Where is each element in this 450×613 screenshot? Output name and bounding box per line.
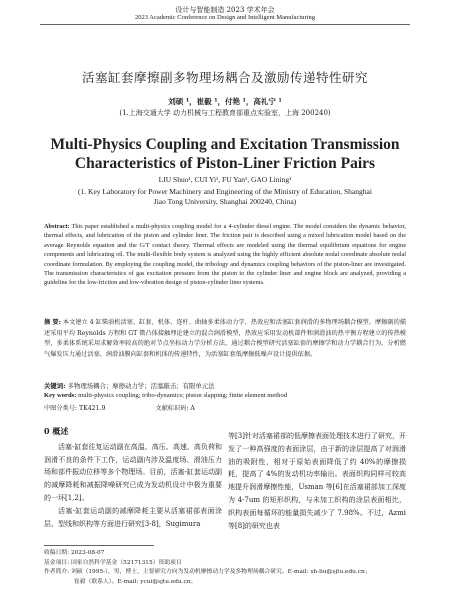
- title-en-line2: Characteristics of Piston-Liner Friction Pairs: [74, 155, 376, 172]
- title-en-line1: Multi-Physics Coupling and Excitation Transmission: [50, 136, 400, 153]
- footnotes: [44, 549, 414, 587]
- body-column-right: [228, 430, 406, 532]
- keywords-cn: [44, 381, 406, 390]
- abstract-cn-label: 摘 要:: [44, 319, 61, 326]
- keywords-cn-text: 多物理场耦合；摩擦动力学；活塞敲击；有限单元法: [67, 382, 215, 390]
- footnote-received: 收稿日期: 2023-08-07: [44, 550, 105, 556]
- affiliation-en-line2: Jiao Tong University, Shanghai 200240, China): [153, 197, 297, 206]
- title-cn: 活塞缸套摩擦副多物理场耦合及激励传递特性研究: [81, 70, 368, 85]
- keywords-cn-label: 关键词:: [44, 382, 66, 390]
- affiliation-cn: (1.上海交通大学 动力机械与工程教育部重点实验室，上海 200240): [119, 109, 331, 117]
- header-rule: [40, 24, 410, 25]
- classification: [44, 403, 406, 412]
- authors-cn: 刘硕 ¹，崔毅 ¹，付艳 ¹，高礼宁 ¹: [168, 97, 282, 106]
- title-en: [0, 135, 450, 173]
- footnote-author: 作者简介: 刘硕（1995-），男，博士，主要研究方向为发动机摩擦动力学及多物理场耦合研究。E-mail: sh-liu@sjtu.edu.cn；: [44, 569, 371, 576]
- abstract-en-text: This paper established a multi-physics coupling model for a 4-cylinder diesel engine. The model considers the dynamic behavior, thermal effects, and lubrication of the piston and cylinder liner. The friction pair is described using a mixed lubrication model based on the average Reynolds equation and the G/T contact theory. Thermal effects are modeled using the thermal equilibrium equations for engine components and lubricating oil. The multi-flexible body system is analyzed using the highly efficient absolute nodal coordinate absolute nodal coordinate formulation. By employing the coupling model, the tribology and dynamics coupling behaviors of the piston-liner are investigated. The transmission characteristics of gas excitation pressure from the piston to the cylinder liner and engine block are analyzed, providing a guideline for the low-friction and low-vibration design of piston-cylinder liner systems.: [44, 223, 406, 287]
- keywords-en-text: multi-physics coupling; tribo-dynamics; piston slapping; finite element method: [78, 392, 288, 399]
- body-paragraph: 活塞-缸套运动副的减摩降耗主要从活塞裙部表面涂层、型线和织构等方面进行研究[3-8]，Sugimura: [44, 506, 222, 528]
- running-header-en: 2023 Academic Conference on Design and Intelligent Manufacturing: [135, 14, 315, 21]
- footnote-rule: [44, 545, 154, 546]
- running-header-cn: 设计与智能制造 2023 学术年会: [175, 6, 275, 14]
- clc-number: 中图分类号: TK421.9: [44, 405, 106, 412]
- body-paragraph: 活塞-缸套往复运动副在高温、高压、高速、高负荷和润滑不良的条件下工作，运动副内涉及温度场、滑油压力场和部件振动位移等多个物理场。目前，活塞-缸套运动副的减摩降耗和减振降噪研究已成为发动机设计中极为重要的一环[1,2]。: [44, 442, 222, 502]
- authors-en: LIU Shuo¹, CUI Yi¹, FU Yan¹, GAO Lining¹: [158, 175, 292, 184]
- abstract-en-label: Abstract:: [44, 223, 70, 230]
- footnote-funding: 基金项目: 国家自然科学基金（52171315）资助项目: [44, 559, 182, 566]
- abstract-en: [44, 222, 406, 288]
- footnote-corresponding: 崔毅（联系人）。E-mail: ycui@sjtu.edu.cn。: [74, 578, 197, 585]
- keywords-en-label: Key words:: [44, 392, 77, 399]
- body-paragraph: 等[3]针对活塞裙部的低摩擦表面处理技术进行了研究，开发了一种高强度的表面涂层，由于新的涂层提高了对润滑油的吸附性，相对于原始表面降低了约 40%的摩擦损耗，提高了 4%的发动机功率输出。表面织构同样可较高地提升润滑摩擦性能，Usman 等[6]在活塞裙部加工深度为 4-7um 的矩形织构，与未加工织构的涂层表面相比，织构表面每循环的能量损失减少了 7.98%。不过，Azmi 等[8]的研究也表: [228, 432, 406, 530]
- section-title: 0 概述: [44, 426, 69, 436]
- document-code: 文献标识码: A: [155, 405, 195, 412]
- affiliation-en-line1: (1. Key Laboratory for Power Machinery and Engineering of the Ministry of Education, Shanghai: [78, 187, 372, 196]
- keywords-en: [44, 392, 406, 399]
- abstract-cn-text: 本文建立 4 缸柴油机活塞、缸套、机体、连杆、曲轴多柔体动力学、热效应和活塞缸套润滑的多物理场耦合模型。摩擦副的描述采用平均 Reynolds 方程和 GT 微凸体接触理论建立的混合润滑模型，热效应采用发动机部件和润滑油的热平衡方程建立的传热模型，多柔体系统采用求解效率较高的绝对节点坐标动力学分析方法，通过耦合模型研究活塞缸套的摩擦学和动力学耦合行为，分析燃气爆发压力通过活塞、润滑油膜向缸套和机体的传递特性，为活塞缸套低摩擦低噪声设计提供依据。: [44, 319, 406, 358]
- abstract-cn: [44, 318, 406, 360]
- affiliation-en: [0, 187, 450, 207]
- body-column-left: [44, 425, 222, 530]
